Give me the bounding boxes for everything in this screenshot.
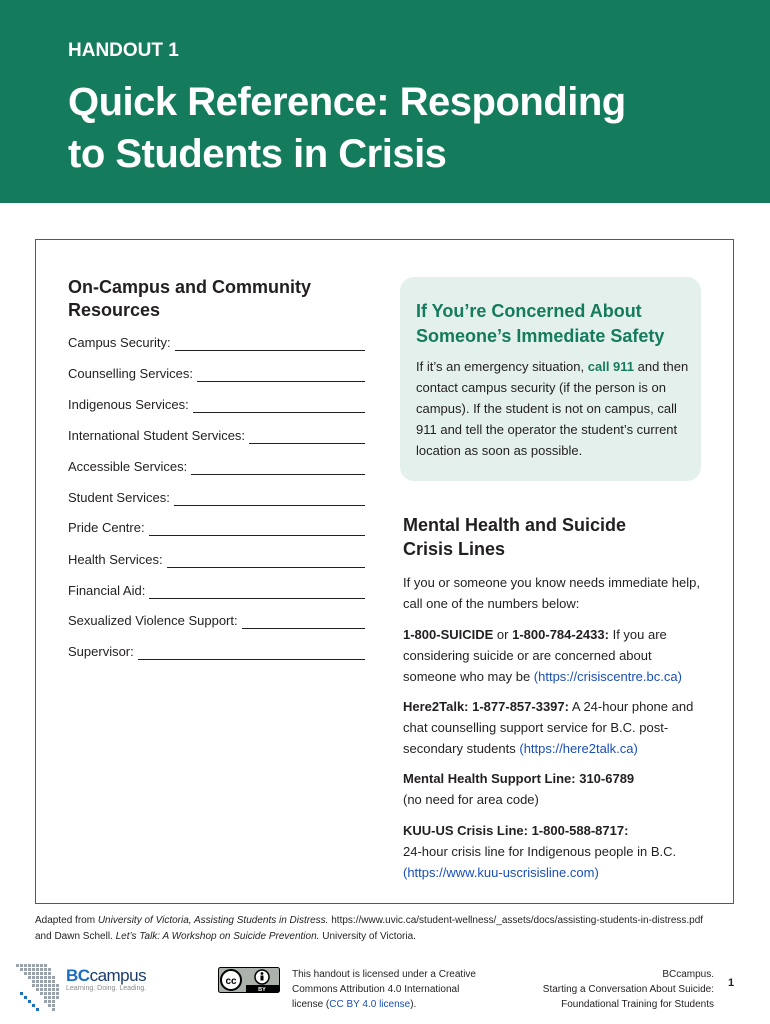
fill-in-line: [149, 523, 365, 536]
safety-text-start: If it’s an emergency situation,: [416, 359, 588, 374]
resources-heading: [68, 276, 311, 322]
cc-by-link[interactable]: CC BY 4.0 license: [329, 999, 411, 1010]
immediate-safety-text: [416, 356, 694, 461]
header-banner: [0, 0, 770, 203]
series-info: [543, 967, 714, 1012]
series-subtitle: Foundational Training for Students: [561, 999, 714, 1010]
crisis-lines-heading: [403, 513, 626, 561]
bccampus-logo: [66, 966, 146, 986]
bccampus-tagline: Learning. Doing. Leading.: [66, 985, 147, 992]
credit-url[interactable]: https://www.uvic.ca/student-wellness/_assets/docs/assisting-students-in-distress.pdf: [328, 915, 704, 926]
resource-row-student-services: [68, 490, 365, 506]
resource-label: Indigenous Services:: [68, 397, 189, 412]
crisiscentre-link[interactable]: (https://crisiscentre.bc.ca): [533, 669, 682, 684]
fill-in-line: [167, 555, 365, 568]
credit-pre: Adapted from: [35, 915, 98, 926]
license-text: This handout is licensed under a Creative Commons Attribution 4.0 International license (: [292, 969, 476, 1010]
resource-label: Campus Security:: [68, 335, 171, 350]
credit-post: University of Victoria.: [319, 931, 416, 942]
resource-row-sexualized-violence: [68, 613, 365, 629]
credit-source-uvic: University of Victoria, Assisting Students in Distress.: [97, 915, 329, 926]
resource-row-accessible: [68, 459, 365, 475]
suicide-number-2: 1-800-784-2433:: [512, 627, 609, 642]
safety-text-end: and then contact campus security (if the person is on campus). If the student is not on campus, call 911 and tell the operator the student’s current location as soon as possible.: [416, 359, 689, 458]
suicide-line-entry: [403, 624, 708, 687]
fill-in-line: [175, 338, 365, 351]
suicide-number-1: 1-800-SUICIDE: [403, 627, 494, 642]
resource-label: Financial Aid:: [68, 583, 146, 598]
license-end: ).: [410, 999, 417, 1010]
here2talk-entry: [403, 696, 708, 759]
resource-row-international: [68, 428, 365, 444]
suicide-description: If you are considering suicide or are concerned about someone who may be: [403, 627, 667, 684]
suicide-or: or: [493, 627, 513, 642]
immediate-safety-heading-line2: Someone’s Immediate Safety: [416, 326, 665, 346]
fill-in-line: [249, 431, 365, 444]
page-number: 1: [728, 977, 735, 989]
resource-label: Supervisor:: [68, 644, 134, 659]
page-title: [68, 76, 626, 180]
cc-by-license-icon[interactable]: [218, 967, 280, 993]
fill-in-line: [197, 369, 365, 382]
resource-label: Accessible Services:: [68, 459, 188, 474]
fill-in-line: [193, 400, 365, 413]
source-credit: [35, 913, 745, 945]
crisis-lines-intro: If you or someone you know needs immediate help, call one of the numbers below:: [403, 575, 701, 611]
page-title-line1: Quick Reference: Responding: [68, 80, 626, 124]
credit-source-workshop: Let’s Talk: A Workshop on Suicide Prevention.: [115, 931, 320, 942]
immediate-safety-box: [400, 277, 701, 481]
series-publisher: BCcampus.: [662, 969, 714, 980]
resource-label: Pride Centre:: [68, 520, 145, 535]
bc-map-icon: [14, 962, 60, 1014]
fill-in-line: [149, 586, 365, 599]
resource-label: Student Services:: [68, 490, 170, 505]
here2talk-link[interactable]: (https://here2talk.ca): [519, 741, 638, 756]
resources-heading-line1: On-Campus and Community: [68, 277, 312, 297]
handout-label: HANDOUT 1: [68, 40, 179, 61]
resource-row-indigenous: [68, 397, 365, 413]
immediate-safety-heading-line1: If You’re Concerned About: [416, 301, 642, 321]
resource-row-supervisor: [68, 644, 365, 660]
resource-label: International Student Services:: [68, 428, 246, 443]
credit-and: and Dawn Schell.: [35, 931, 116, 942]
resource-row-pride-centre: [68, 520, 365, 536]
cc-text: cc: [225, 976, 237, 987]
here2talk-label: Here2Talk: 1-877-857-3397:: [403, 699, 569, 714]
resource-label: Health Services:: [68, 552, 163, 567]
fill-in-line: [242, 616, 365, 629]
resource-row-health: [68, 552, 365, 568]
fill-in-line: [174, 493, 365, 506]
by-text: BY: [258, 987, 266, 993]
kuu-us-label: KUU-US Crisis Line: 1-800-588-8717:: [403, 823, 629, 838]
crisis-lines-heading-line2: Crisis Lines: [403, 539, 506, 559]
mental-health-support-entry: [403, 768, 708, 810]
resource-row-financial-aid: [68, 583, 365, 599]
logo-bc: BC: [66, 966, 90, 985]
fill-in-line: [138, 647, 365, 660]
resource-label: Counselling Services:: [68, 366, 194, 381]
logo-campus: campus: [89, 966, 147, 985]
resource-row-campus-security: [68, 335, 365, 351]
page-title-line2: to Students in Crisis: [68, 132, 447, 176]
call-911-emphasis: call 911: [587, 359, 635, 374]
license-statement: [292, 967, 492, 1012]
kuu-us-description: 24-hour crisis line for Indigenous people in B.C.: [403, 844, 677, 859]
fill-in-line: [191, 462, 365, 475]
series-title: Starting a Conversation About Suicide:: [542, 984, 714, 995]
resource-label: Sexualized Violence Support:: [68, 613, 238, 628]
here2talk-description: A 24-hour phone and chat counselling support service for B.C. post-secondary students: [403, 699, 694, 756]
kuu-us-entry: [403, 820, 708, 883]
crisis-lines-heading-line1: Mental Health and Suicide: [403, 515, 627, 535]
resources-heading-line2: Resources: [68, 300, 161, 320]
mhsl-label: Mental Health Support Line: 310-6789: [403, 771, 635, 786]
immediate-safety-heading: [416, 299, 701, 349]
resource-row-counselling: [68, 366, 365, 382]
mhsl-description: (no need for area code): [403, 792, 539, 807]
kuu-us-link[interactable]: (https://www.kuu-uscrisisline.com): [403, 865, 599, 880]
